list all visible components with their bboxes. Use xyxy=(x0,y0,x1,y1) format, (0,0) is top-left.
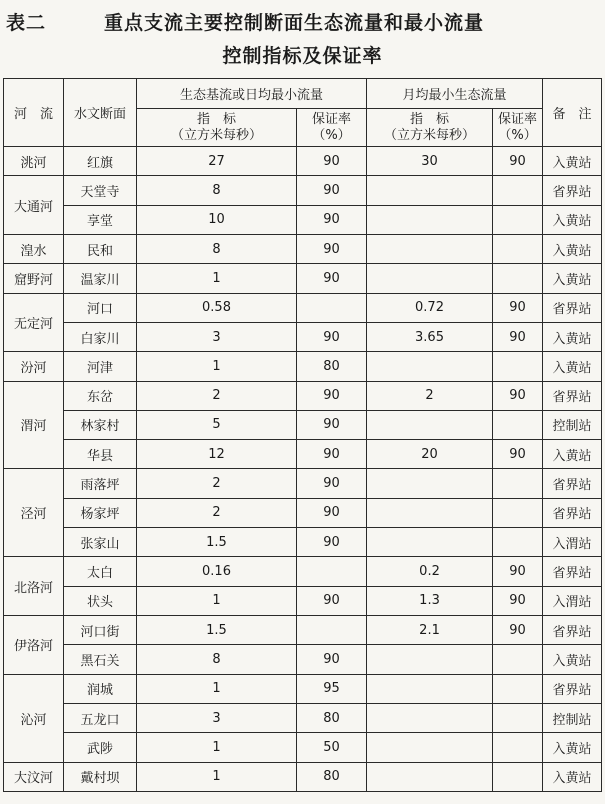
base-rate-cell: 90 xyxy=(297,147,367,176)
table-row xyxy=(4,381,602,410)
section-cell: 天堂寺 xyxy=(64,176,137,205)
section-cell: 五龙口 xyxy=(64,703,137,732)
base-rate-cell: 90 xyxy=(297,176,367,205)
header-month-index-label: 指 标 xyxy=(410,111,450,127)
base-rate-cell: 90 xyxy=(297,381,367,410)
table-row xyxy=(4,352,602,381)
month-index-cell: 30 xyxy=(367,147,493,176)
section-cell: 杨家坪 xyxy=(64,498,137,527)
header-month-index-unit: （立方米每秒） xyxy=(384,127,476,143)
base-index-cell: 8 xyxy=(137,234,297,263)
remark-cell: 入黄站 xyxy=(543,264,602,293)
base-rate-cell: 90 xyxy=(297,205,367,234)
header-month-index xyxy=(367,109,493,147)
table-row xyxy=(4,762,602,791)
header-base-index xyxy=(137,109,297,147)
table-row xyxy=(4,205,602,234)
base-index-cell: 1 xyxy=(137,264,297,293)
table-row xyxy=(4,176,602,205)
base-rate-cell: 90 xyxy=(297,410,367,439)
table-row xyxy=(4,234,602,263)
base-index-cell: 1 xyxy=(137,762,297,791)
table-title xyxy=(6,6,596,36)
header-remark: 备 注 xyxy=(543,79,602,147)
base-index-cell: 1 xyxy=(137,674,297,703)
river-name-cell: 无定河 xyxy=(4,293,64,352)
month-rate-cell xyxy=(493,410,543,439)
section-cell: 河津 xyxy=(64,352,137,381)
remark-cell: 入黄站 xyxy=(543,733,602,762)
month-index-cell xyxy=(367,762,493,791)
table-row xyxy=(4,440,602,469)
month-index-cell: 20 xyxy=(367,440,493,469)
base-rate-cell: 90 xyxy=(297,498,367,527)
month-rate-cell: 90 xyxy=(493,322,543,351)
month-index-cell: 2.1 xyxy=(367,616,493,645)
month-index-cell: 3.65 xyxy=(367,322,493,351)
river-name-cell: 窟野河 xyxy=(4,264,64,293)
month-rate-cell xyxy=(493,762,543,791)
base-rate-cell: 50 xyxy=(297,733,367,762)
table-row xyxy=(4,147,602,176)
section-cell: 雨落坪 xyxy=(64,469,137,498)
section-cell: 河口街 xyxy=(64,616,137,645)
remark-cell: 省界站 xyxy=(543,557,602,586)
table-row xyxy=(4,674,602,703)
remark-cell: 入黄站 xyxy=(543,205,602,234)
section-cell: 享堂 xyxy=(64,205,137,234)
base-index-cell: 3 xyxy=(137,703,297,732)
remark-cell: 省界站 xyxy=(543,176,602,205)
section-cell: 华县 xyxy=(64,440,137,469)
section-cell: 状头 xyxy=(64,586,137,615)
remark-cell: 入黄站 xyxy=(543,147,602,176)
base-index-cell: 1.5 xyxy=(137,616,297,645)
section-cell: 民和 xyxy=(64,234,137,263)
month-rate-cell xyxy=(493,205,543,234)
base-index-cell: 8 xyxy=(137,645,297,674)
base-rate-cell: 90 xyxy=(297,469,367,498)
remark-cell: 入黄站 xyxy=(543,762,602,791)
month-rate-cell: 90 xyxy=(493,147,543,176)
month-rate-cell: 90 xyxy=(493,616,543,645)
river-name-cell: 湟水 xyxy=(4,234,64,263)
header-group-monthly: 月均最小生态流量 xyxy=(367,79,543,109)
base-rate-cell: 90 xyxy=(297,528,367,557)
month-index-cell xyxy=(367,733,493,762)
table-title-line2: 控制指标及保证率 xyxy=(222,45,383,67)
base-index-cell: 0.16 xyxy=(137,557,297,586)
base-index-cell: 1 xyxy=(137,733,297,762)
base-rate-cell: 90 xyxy=(297,645,367,674)
base-index-cell: 3 xyxy=(137,322,297,351)
remark-cell: 入黄站 xyxy=(543,352,602,381)
remark-cell: 入黄站 xyxy=(543,234,602,263)
base-index-cell: 1 xyxy=(137,352,297,381)
month-rate-cell xyxy=(493,469,543,498)
table-header xyxy=(4,79,602,147)
table-title-line1: 重点支流主要控制断面生态流量和最小流量 xyxy=(104,12,485,34)
header-month-rate-label: 保证率 xyxy=(498,111,538,127)
section-cell: 张家山 xyxy=(64,528,137,557)
month-rate-cell xyxy=(493,234,543,263)
base-rate-cell: 80 xyxy=(297,703,367,732)
month-rate-cell: 90 xyxy=(493,557,543,586)
river-name-cell: 沁河 xyxy=(4,674,64,762)
table-row xyxy=(4,498,602,527)
section-cell: 红旗 xyxy=(64,147,137,176)
section-cell: 河口 xyxy=(64,293,137,322)
month-index-cell xyxy=(367,205,493,234)
river-name-cell: 伊洛河 xyxy=(4,616,64,675)
month-rate-cell xyxy=(493,645,543,674)
river-name-cell: 大汶河 xyxy=(4,762,64,791)
header-month-rate-unit: （%） xyxy=(498,127,537,143)
month-index-cell xyxy=(367,498,493,527)
base-rate-cell xyxy=(297,616,367,645)
table-row xyxy=(4,322,602,351)
month-index-cell: 1.3 xyxy=(367,586,493,615)
month-index-cell xyxy=(367,410,493,439)
base-rate-cell: 90 xyxy=(297,322,367,351)
month-rate-cell xyxy=(493,176,543,205)
month-index-cell xyxy=(367,264,493,293)
month-rate-cell xyxy=(493,498,543,527)
remark-cell: 控制站 xyxy=(543,703,602,732)
section-cell: 黑石关 xyxy=(64,645,137,674)
header-base-rate-unit: （%） xyxy=(312,127,351,143)
header-group-base: 生态基流或日均最小流量 xyxy=(137,79,367,109)
month-rate-cell: 90 xyxy=(493,381,543,410)
month-rate-cell: 90 xyxy=(493,293,543,322)
month-index-cell xyxy=(367,645,493,674)
header-river: 河 流 xyxy=(4,79,64,147)
header-base-rate xyxy=(297,109,367,147)
month-index-cell xyxy=(367,528,493,557)
month-rate-cell xyxy=(493,264,543,293)
month-rate-cell xyxy=(493,352,543,381)
base-index-cell: 12 xyxy=(137,440,297,469)
base-index-cell: 2 xyxy=(137,381,297,410)
month-index-cell xyxy=(367,469,493,498)
remark-cell: 省界站 xyxy=(543,469,602,498)
base-index-cell: 27 xyxy=(137,147,297,176)
base-rate-cell: 90 xyxy=(297,440,367,469)
base-index-cell: 5 xyxy=(137,410,297,439)
section-cell: 林家村 xyxy=(64,410,137,439)
river-name-cell: 渭河 xyxy=(4,381,64,469)
month-index-cell xyxy=(367,234,493,263)
remark-cell: 入黄站 xyxy=(543,322,602,351)
table-row xyxy=(4,703,602,732)
table-row xyxy=(4,586,602,615)
remark-cell: 省界站 xyxy=(543,381,602,410)
base-rate-cell: 95 xyxy=(297,674,367,703)
base-rate-cell: 80 xyxy=(297,352,367,381)
section-cell: 武陟 xyxy=(64,733,137,762)
month-index-cell: 0.72 xyxy=(367,293,493,322)
month-index-cell: 0.2 xyxy=(367,557,493,586)
base-index-cell: 0.58 xyxy=(137,293,297,322)
header-base-index-unit: （立方米每秒） xyxy=(170,127,262,143)
base-index-cell: 1 xyxy=(137,586,297,615)
remark-cell: 入黄站 xyxy=(543,440,602,469)
remark-cell: 入黄站 xyxy=(543,645,602,674)
remark-cell: 省界站 xyxy=(543,293,602,322)
month-index-cell xyxy=(367,674,493,703)
header-section: 水文断面 xyxy=(64,79,137,147)
base-rate-cell: 90 xyxy=(297,234,367,263)
table-row xyxy=(4,616,602,645)
flow-control-table xyxy=(3,78,602,792)
base-index-cell: 2 xyxy=(137,469,297,498)
river-name-cell: 大通河 xyxy=(4,176,64,235)
section-cell: 温家川 xyxy=(64,264,137,293)
remark-cell: 省界站 xyxy=(543,498,602,527)
table-body xyxy=(4,147,602,792)
table-row xyxy=(4,528,602,557)
river-name-cell: 北洛河 xyxy=(4,557,64,616)
month-rate-cell: 90 xyxy=(493,586,543,615)
table-row xyxy=(4,645,602,674)
remark-cell: 省界站 xyxy=(543,616,602,645)
table-row xyxy=(4,293,602,322)
base-index-cell: 2 xyxy=(137,498,297,527)
section-cell: 太白 xyxy=(64,557,137,586)
table-row xyxy=(4,557,602,586)
section-cell: 润城 xyxy=(64,674,137,703)
river-name-cell: 洮河 xyxy=(4,147,64,176)
base-rate-cell: 80 xyxy=(297,762,367,791)
river-name-cell: 汾河 xyxy=(4,352,64,381)
remark-cell: 入渭站 xyxy=(543,528,602,557)
base-index-cell: 10 xyxy=(137,205,297,234)
month-rate-cell xyxy=(493,703,543,732)
month-rate-cell: 90 xyxy=(493,440,543,469)
section-cell: 东岔 xyxy=(64,381,137,410)
base-index-cell: 1.5 xyxy=(137,528,297,557)
month-index-cell xyxy=(367,703,493,732)
base-rate-cell: 90 xyxy=(297,264,367,293)
table-row xyxy=(4,469,602,498)
remark-cell: 省界站 xyxy=(543,674,602,703)
month-index-cell: 2 xyxy=(367,381,493,410)
month-rate-cell xyxy=(493,674,543,703)
table-row xyxy=(4,264,602,293)
section-cell: 戴村坝 xyxy=(64,762,137,791)
remark-cell: 入渭站 xyxy=(543,586,602,615)
base-rate-cell xyxy=(297,557,367,586)
month-index-cell xyxy=(367,176,493,205)
header-base-index-label: 指 标 xyxy=(196,111,236,127)
table-row xyxy=(4,733,602,762)
table-number: 表二 xyxy=(6,12,47,34)
base-rate-cell xyxy=(297,293,367,322)
month-rate-cell xyxy=(493,528,543,557)
section-cell: 白家川 xyxy=(64,322,137,351)
base-rate-cell: 90 xyxy=(297,586,367,615)
base-index-cell: 8 xyxy=(137,176,297,205)
table-row xyxy=(4,410,602,439)
header-base-rate-label: 保证率 xyxy=(312,111,352,127)
remark-cell: 控制站 xyxy=(543,410,602,439)
river-name-cell: 泾河 xyxy=(4,469,64,557)
month-rate-cell xyxy=(493,733,543,762)
month-index-cell xyxy=(367,352,493,381)
header-month-rate xyxy=(493,109,543,147)
